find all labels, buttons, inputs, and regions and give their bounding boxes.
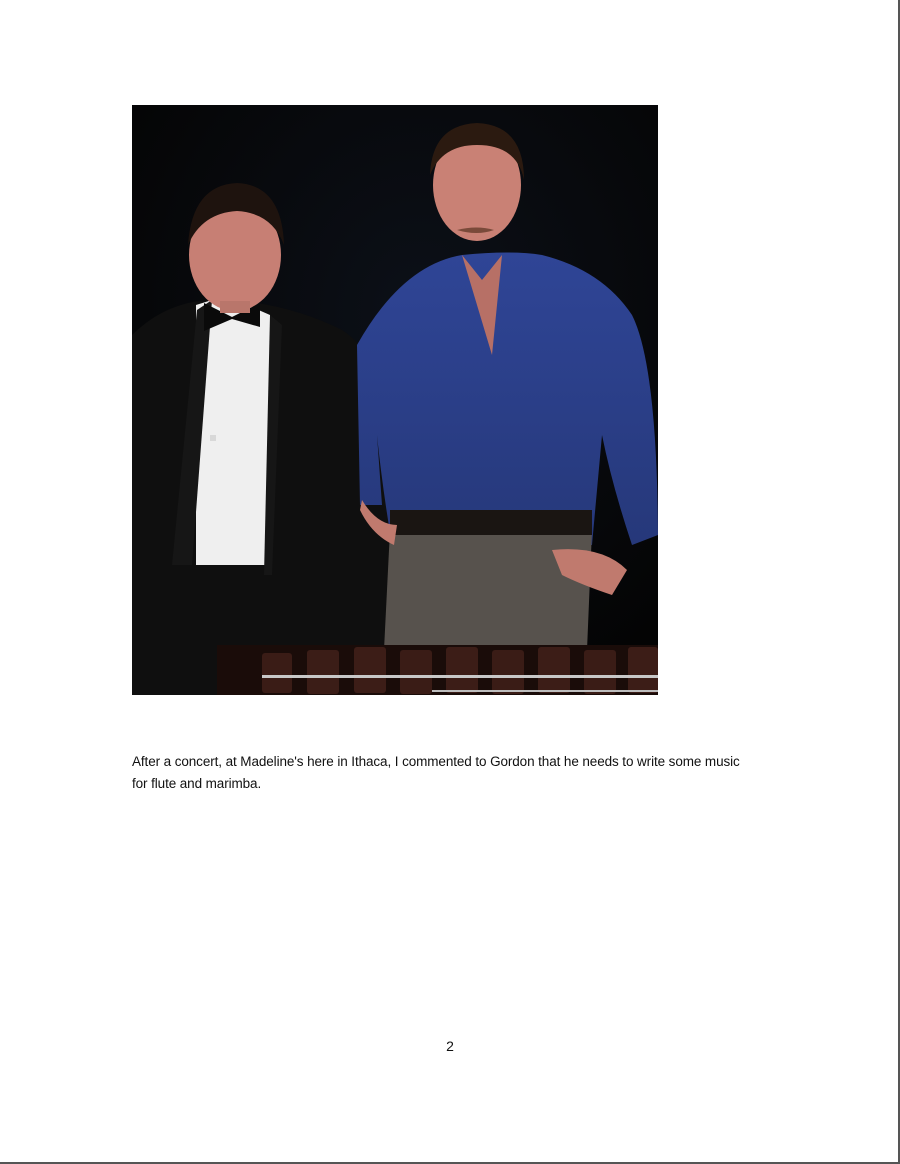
concert-photo — [132, 105, 658, 695]
marimba — [217, 645, 658, 695]
concert-photo-illustration — [132, 105, 658, 695]
page-number: 2 — [446, 1038, 454, 1054]
photo-caption: After a concert, at Madeline's here in Ithaca, I commented to Gordon that he needs to write some music for flute and marimba. — [132, 754, 740, 791]
